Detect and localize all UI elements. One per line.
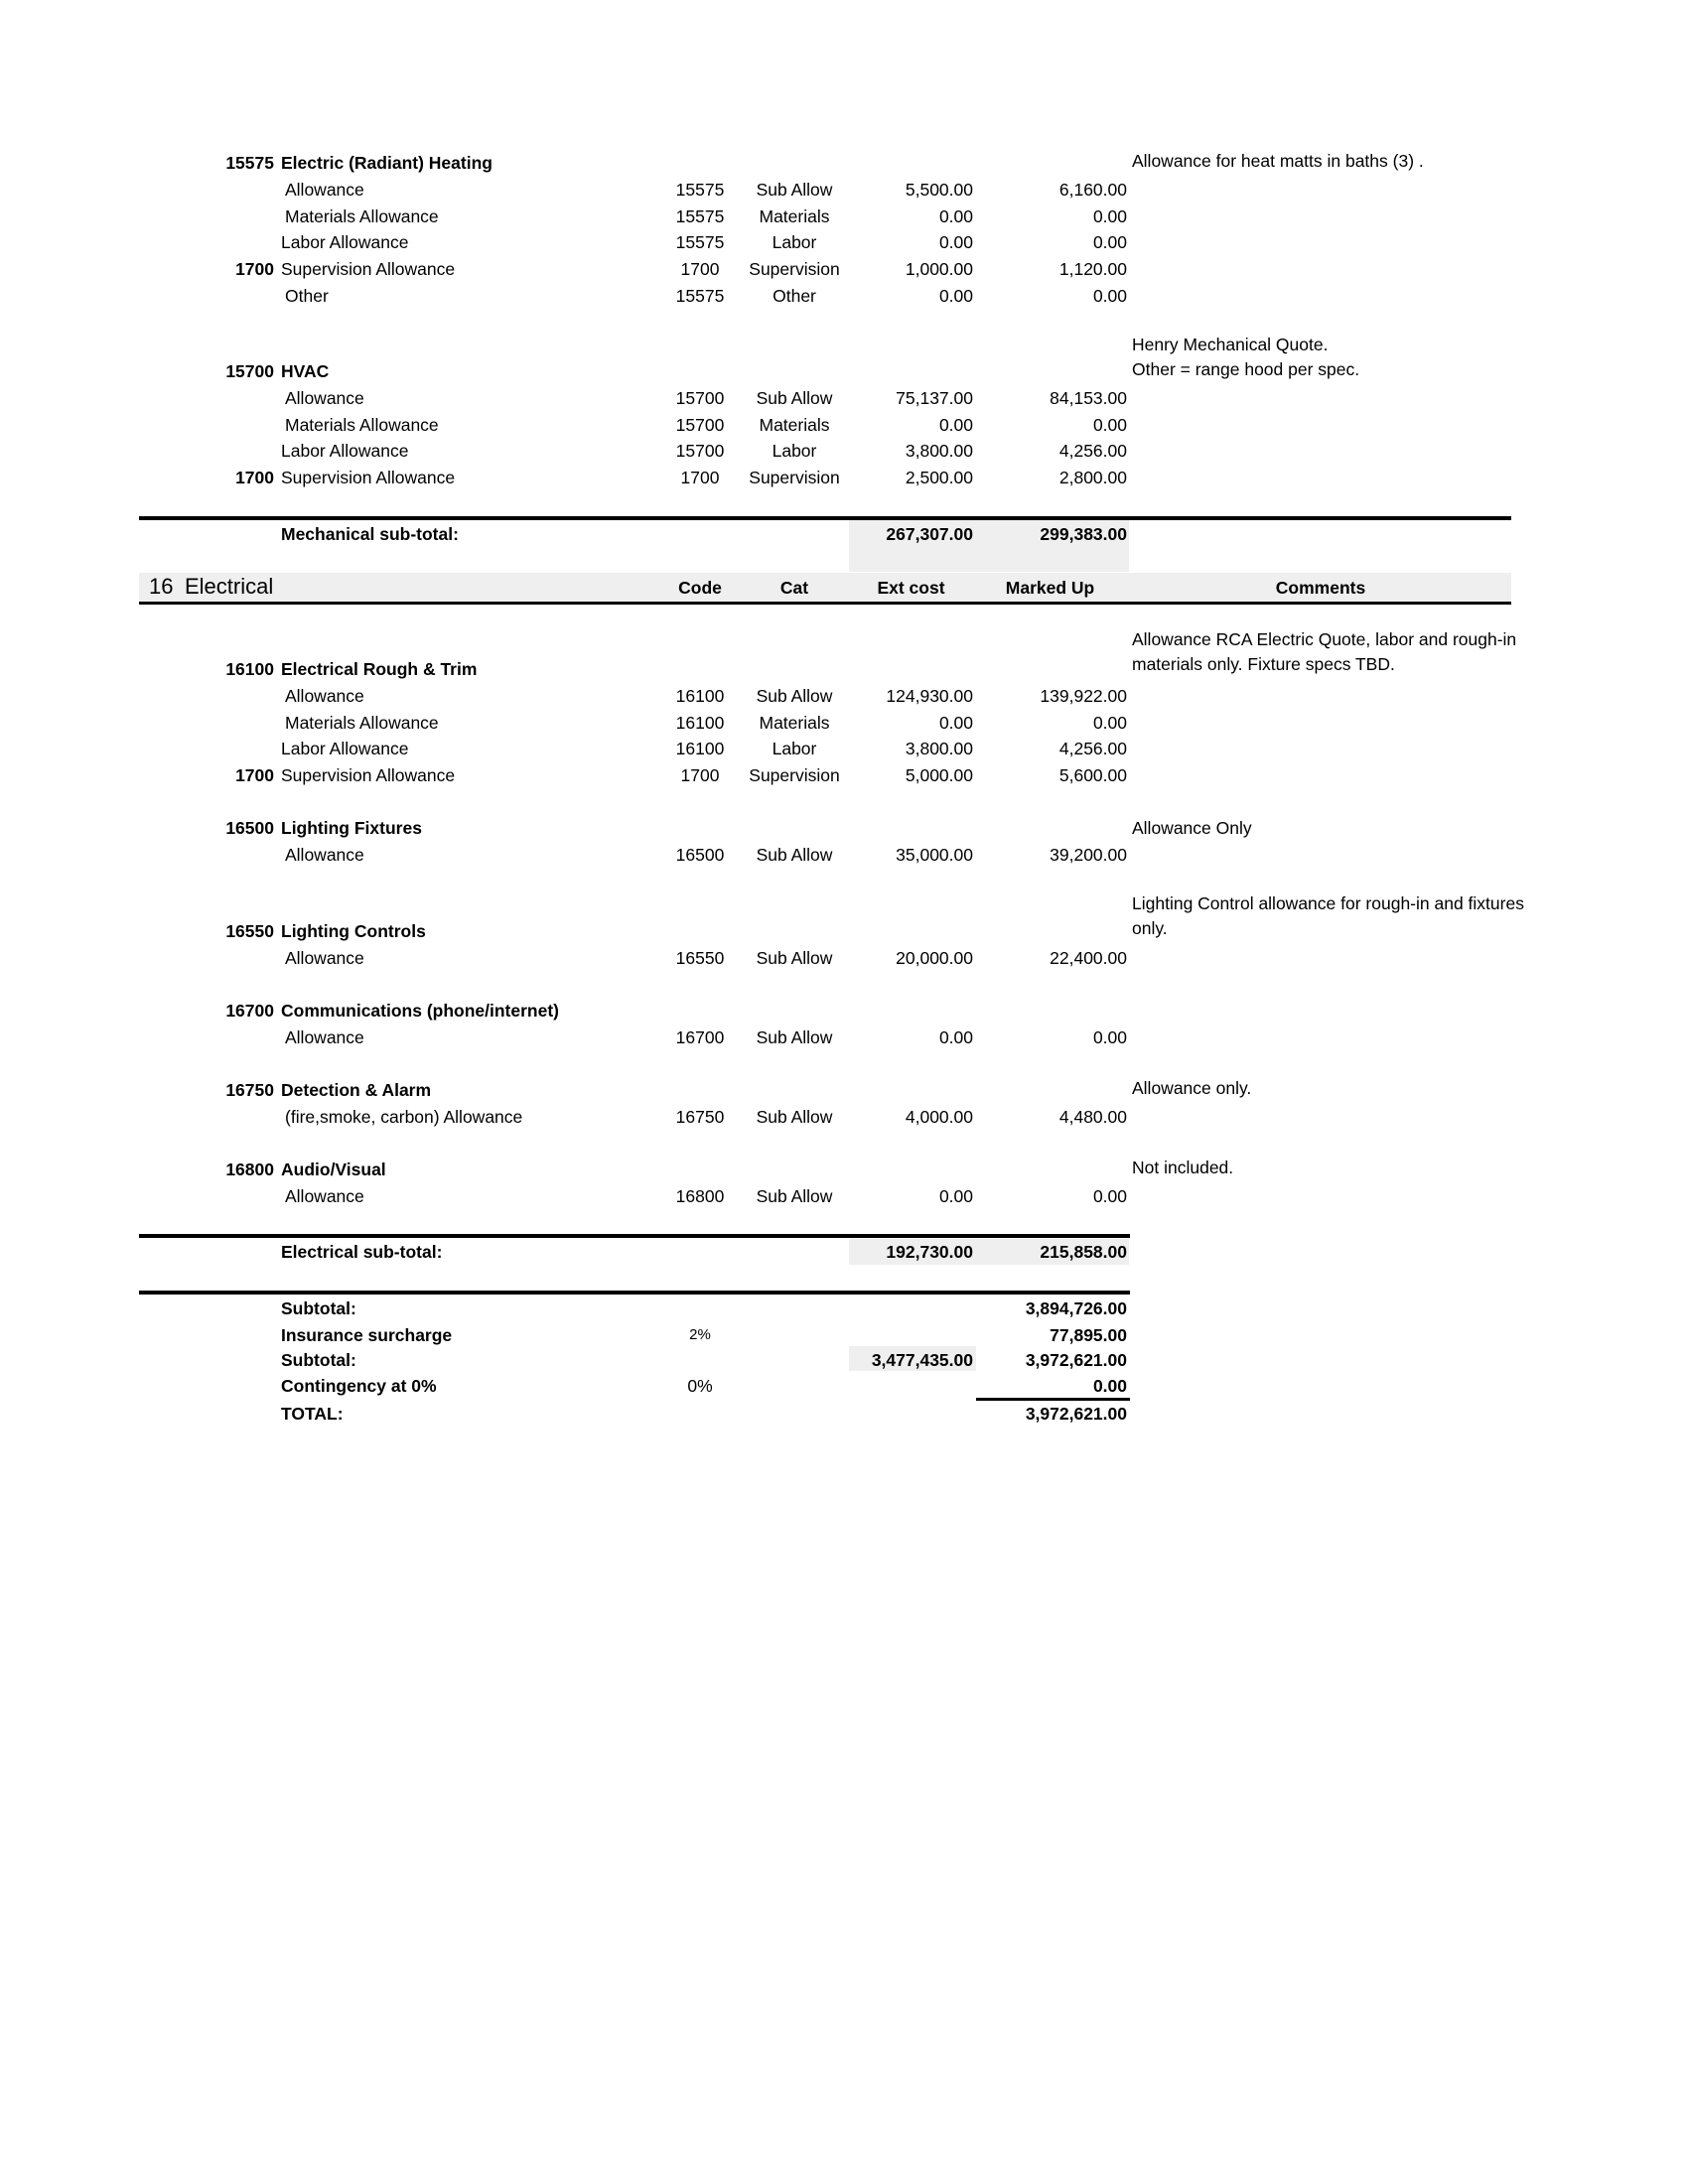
row-ext-cost: 20,000.00	[896, 948, 973, 968]
row-description: Materials Allowance	[285, 414, 439, 435]
group-comment: Allowance for heat matts in baths (3) .	[1132, 151, 1424, 171]
row-description: Supervision Allowance	[281, 468, 456, 488]
group-comment: Allowance RCA Electric Quote, labor and rough-in materials only. Fixture specs TBD.	[1132, 629, 1517, 674]
row-marked-up: 0.00	[1092, 1027, 1127, 1047]
row-category: Sub Allow	[756, 948, 833, 968]
electrical-subtotal-ext: 192,730.00	[886, 1242, 973, 1262]
row-marked-up: 0.00	[1092, 205, 1127, 226]
row-description: Allowance	[285, 948, 364, 968]
electrical-section-number: 16	[149, 574, 174, 599]
row-code: 15575	[675, 205, 725, 226]
col-header-cat: Cat	[779, 578, 809, 598]
row-category: Labor	[772, 232, 817, 253]
row-code: 16500	[675, 845, 725, 865]
line-item-row	[0, 228, 1688, 256]
row-category: Sub Allow	[756, 1107, 833, 1127]
row-description: Other	[285, 285, 329, 306]
row-ext-cost: 124,930.00	[886, 686, 973, 706]
group-title: Detection & Alarm	[281, 1080, 432, 1100]
row-marked-up: 0.00	[1092, 1186, 1127, 1206]
row-code: 1700	[680, 765, 720, 786]
row-ext-cost: 0.00	[938, 1027, 973, 1047]
insurance-row	[0, 1321, 1688, 1349]
row-marked-up: 0.00	[1092, 285, 1127, 306]
row-code: 15700	[675, 414, 725, 435]
line-item-row	[0, 384, 1688, 412]
row-code: 15700	[675, 441, 725, 462]
row-category: Materials	[759, 712, 830, 733]
row-description: Allowance	[285, 845, 364, 865]
group-code: 15700	[225, 361, 274, 381]
total-row	[0, 1400, 1688, 1428]
row-code: 15575	[675, 285, 725, 306]
col-header-marked-up: Marked Up	[1005, 578, 1095, 598]
line-item-row	[0, 255, 1688, 283]
group-code: 16500	[225, 818, 274, 838]
insurance-pct: 2%	[689, 1326, 711, 1343]
line-item-row	[0, 1103, 1688, 1131]
row-description: Allowance	[285, 686, 364, 706]
row-code: 1700	[680, 259, 720, 280]
row-category: Materials	[759, 205, 830, 226]
row-ext-cost: 75,137.00	[896, 388, 973, 408]
row-marked-up: 4,480.00	[1058, 1107, 1127, 1127]
row-description: Allowance	[285, 1027, 364, 1047]
row-ext-cost: 4,000.00	[905, 1107, 973, 1127]
col-header-ext-cost: Ext cost	[877, 578, 945, 598]
group-title: Lighting Controls	[281, 921, 426, 941]
line-item-row	[0, 176, 1688, 204]
row-category: Labor	[772, 739, 817, 759]
subtotal-marked: 3,894,726.00	[1025, 1298, 1127, 1318]
subtotal2-row	[0, 1346, 1688, 1374]
line-item-row	[0, 464, 1688, 491]
line-item-row	[0, 411, 1688, 439]
row-ext-cost: 3,800.00	[905, 441, 973, 462]
row-marked-up: 4,256.00	[1058, 739, 1127, 759]
total-label: TOTAL:	[281, 1404, 344, 1424]
row-code: 16100	[675, 712, 725, 733]
row-category: Sub Allow	[756, 686, 833, 706]
row-description: Labor Allowance	[281, 441, 409, 462]
line-item-row	[0, 841, 1688, 869]
subtotal2-marked: 3,972,621.00	[1025, 1350, 1127, 1370]
row-marked-up: 84,153.00	[1050, 388, 1127, 408]
row-ext-cost: 5,500.00	[905, 180, 973, 200]
row-ext-cost: 0.00	[938, 232, 973, 253]
line-item-row	[0, 944, 1688, 972]
mechanical-subtotal-marked: 299,383.00	[1040, 524, 1127, 544]
row-description: Materials Allowance	[285, 712, 439, 733]
row-code: 16750	[675, 1107, 725, 1127]
electrical-subtotal-marked: 215,858.00	[1040, 1242, 1127, 1262]
row-description: Supervision Allowance	[281, 765, 456, 786]
row-marked-up: 22,400.00	[1050, 948, 1127, 968]
group-comment: Allowance Only	[1132, 818, 1252, 838]
mechanical-subtotal-ext: 267,307.00	[886, 524, 973, 544]
row-ext-cost: 35,000.00	[896, 845, 973, 865]
line-item-row	[0, 1182, 1688, 1210]
row-ext-cost: 1,000.00	[905, 259, 973, 280]
row-marked-up: 139,922.00	[1040, 686, 1127, 706]
row-prefix-code: 1700	[235, 259, 274, 280]
row-prefix-code: 1700	[235, 468, 274, 488]
row-marked-up: 1,120.00	[1058, 259, 1127, 280]
line-item-row	[0, 282, 1688, 310]
electrical-header	[0, 574, 1688, 602]
row-marked-up: 0.00	[1092, 414, 1127, 435]
row-description: Allowance	[285, 180, 364, 200]
subtotal-row	[0, 1295, 1688, 1322]
subtotal2-label: Subtotal:	[281, 1350, 356, 1370]
row-ext-cost: 0.00	[938, 1186, 973, 1206]
line-item-row	[0, 203, 1688, 230]
row-ext-cost: 5,000.00	[905, 765, 973, 786]
row-category: Supervision	[749, 765, 840, 786]
row-category: Sub Allow	[756, 1186, 833, 1206]
row-marked-up: 6,160.00	[1058, 180, 1127, 200]
group-code: 16550	[225, 921, 274, 941]
row-code: 15700	[675, 388, 725, 408]
line-item-row	[0, 437, 1688, 465]
mechanical-subtotal-label: Mechanical sub-total:	[281, 524, 459, 544]
row-marked-up: 5,600.00	[1058, 765, 1127, 786]
group-title: Electrical Rough & Trim	[281, 659, 478, 679]
subtotal2-ext: 3,477,435.00	[871, 1350, 973, 1370]
row-description: Materials Allowance	[285, 205, 439, 226]
row-marked-up: 0.00	[1092, 232, 1127, 253]
row-category: Sub Allow	[756, 845, 833, 865]
row-category: Sub Allow	[756, 180, 833, 200]
group-comment: Henry Mechanical Quote. Other = range hood per spec.	[1132, 335, 1360, 379]
row-marked-up: 4,256.00	[1058, 441, 1127, 462]
contingency-marked: 0.00	[1092, 1376, 1127, 1396]
line-item-group-16700	[0, 997, 1688, 1024]
group-comment: Lighting Control allowance for rough-in and fixtures only.	[1132, 893, 1524, 938]
mechanical-subtotal-row	[0, 520, 1688, 548]
group-code: 16800	[225, 1160, 274, 1179]
group-title: Audio/Visual	[281, 1160, 386, 1179]
col-header-comments: Comments	[1275, 578, 1366, 598]
row-code: 15575	[675, 232, 725, 253]
row-description: Allowance	[285, 388, 364, 408]
row-marked-up: 2,800.00	[1058, 468, 1127, 488]
row-description: Labor Allowance	[281, 232, 409, 253]
total-marked: 3,972,621.00	[1025, 1404, 1127, 1424]
group-code: 15575	[225, 153, 274, 173]
row-code: 16100	[675, 739, 725, 759]
row-category: Sub Allow	[756, 388, 833, 408]
row-category: Labor	[772, 441, 817, 462]
group-comment: Allowance only.	[1132, 1078, 1252, 1098]
row-marked-up: 0.00	[1092, 712, 1127, 733]
insurance-marked: 77,895.00	[1050, 1325, 1127, 1345]
contingency-row	[0, 1372, 1688, 1400]
group-code: 16750	[225, 1080, 274, 1100]
row-ext-cost: 0.00	[938, 712, 973, 733]
row-ext-cost: 0.00	[938, 414, 973, 435]
line-item-row	[0, 682, 1688, 710]
line-item-row	[0, 709, 1688, 737]
group-comment: Not included.	[1132, 1158, 1234, 1177]
electrical-section-title: Electrical	[185, 574, 274, 599]
row-category: Other	[773, 285, 816, 306]
row-prefix-code: 1700	[235, 765, 274, 786]
row-description: Labor Allowance	[281, 739, 409, 759]
subtotal-label: Subtotal:	[281, 1298, 356, 1318]
insurance-label: Insurance surcharge	[281, 1325, 453, 1345]
line-item-row	[0, 1024, 1688, 1051]
row-description: Supervision Allowance	[281, 259, 456, 280]
electrical-header-rule	[139, 602, 1511, 605]
line-item-row	[0, 735, 1688, 762]
row-code: 16100	[675, 686, 725, 706]
row-description: Allowance	[285, 1186, 364, 1206]
row-code: 15575	[675, 180, 725, 200]
row-ext-cost: 0.00	[938, 205, 973, 226]
contingency-label: Contingency at 0%	[281, 1376, 437, 1396]
row-category: Materials	[759, 414, 830, 435]
row-category: Sub Allow	[756, 1027, 833, 1047]
row-code: 16550	[675, 948, 725, 968]
row-ext-cost: 2,500.00	[905, 468, 973, 488]
group-title: Lighting Fixtures	[281, 818, 422, 838]
electrical-subtotal-row	[0, 1238, 1688, 1266]
group-title: Communications (phone/internet)	[281, 1001, 559, 1021]
group-title: HVAC	[281, 361, 330, 381]
group-code: 16100	[225, 659, 274, 679]
line-item-row	[0, 761, 1688, 789]
row-category: Supervision	[749, 468, 840, 488]
row-code: 16800	[675, 1186, 725, 1206]
group-title: Electric (Radiant) Heating	[281, 153, 492, 173]
row-description: (fire,smoke, carbon) Allowance	[285, 1107, 523, 1127]
electrical-subtotal-label: Electrical sub-total:	[281, 1242, 443, 1262]
col-header-code: Code	[678, 578, 722, 598]
group-code: 16700	[225, 1001, 274, 1021]
row-code: 1700	[680, 468, 720, 488]
row-category: Supervision	[749, 259, 840, 280]
row-ext-cost: 3,800.00	[905, 739, 973, 759]
row-code: 16700	[675, 1027, 725, 1047]
row-ext-cost: 0.00	[938, 285, 973, 306]
contingency-pct: 0%	[687, 1376, 713, 1396]
row-marked-up: 39,200.00	[1050, 845, 1127, 865]
